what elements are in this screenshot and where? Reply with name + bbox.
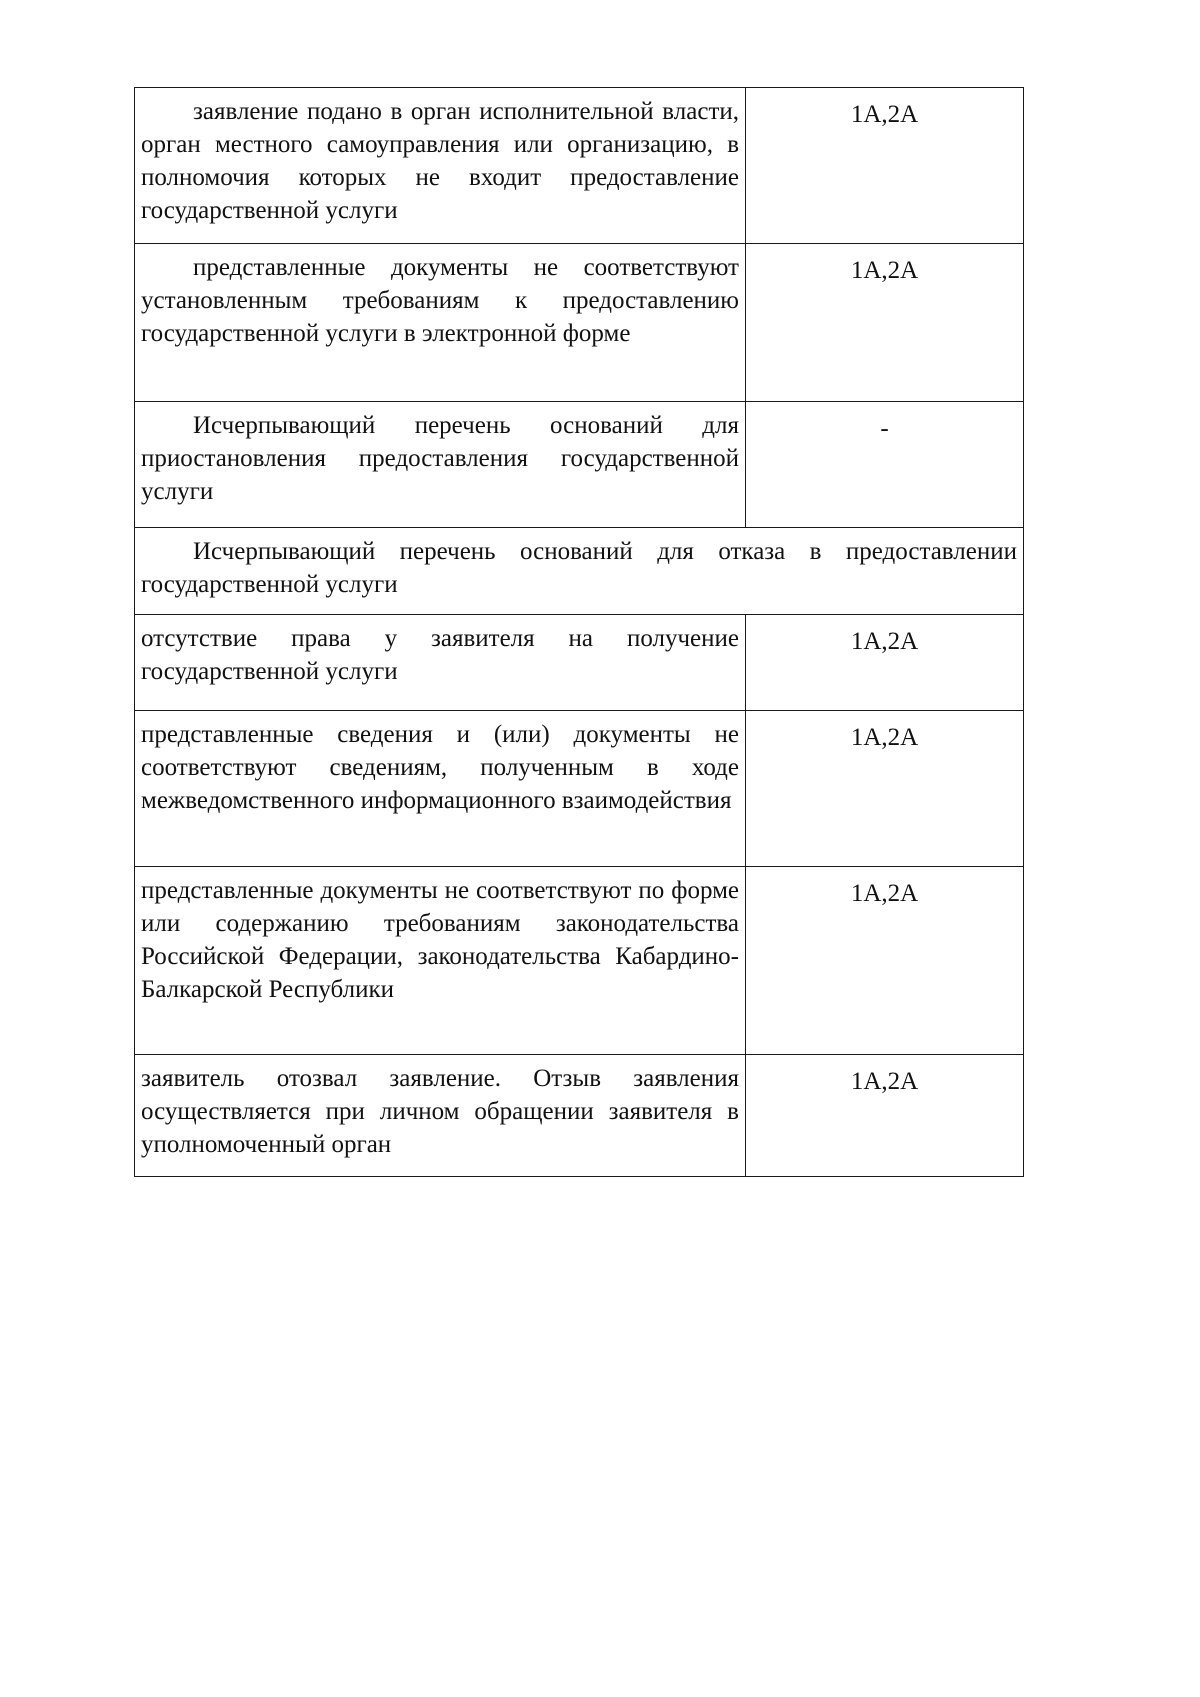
ground-code-cell: 1А,2А <box>746 615 1024 711</box>
ground-text-cell: представленные сведения и (или) документы не соответствуют сведениям, полученным в ходе межведомственного информационного взаимодействия <box>135 711 746 867</box>
table-row <box>135 711 1024 867</box>
table-row <box>135 528 1024 615</box>
table-row <box>135 88 1024 244</box>
table-row <box>135 615 1024 711</box>
ground-code-cell: 1А,2А <box>746 711 1024 867</box>
ground-code-cell: - <box>746 402 1024 528</box>
table-row <box>135 867 1024 1055</box>
ground-text-cell: представленные документы не соответствуют по форме или содержанию требованиям законодательства Российской Федерации, законодательства Кабардино-Балкарской Республики <box>135 867 746 1055</box>
table-row <box>135 402 1024 528</box>
grounds-table <box>134 87 1024 1177</box>
ground-code-cell: 1А,2А <box>746 244 1024 402</box>
ground-code-cell: 1А,2А <box>746 88 1024 244</box>
table-row <box>135 244 1024 402</box>
ground-code-cell: 1А,2А <box>746 867 1024 1055</box>
section-heading-cell: Исчерпывающий перечень оснований для отказа в предоставлении государственной услуги <box>135 528 1024 615</box>
table-row <box>135 1055 1024 1177</box>
ground-text-cell: представленные документы не соответствуют установленным требованиям к предоставлению государственной услуги в электронной форме <box>135 244 746 402</box>
ground-text-cell: заявитель отозвал заявление. Отзыв заявления осуществляется при личном обращении заявителя в уполномоченный орган <box>135 1055 746 1177</box>
ground-code-cell: 1А,2А <box>746 1055 1024 1177</box>
section-heading-cell: Исчерпывающий перечень оснований для приостановления предоставления государственной услуги <box>135 402 746 528</box>
ground-text-cell: отсутствие права у заявителя на получение государственной услуги <box>135 615 746 711</box>
ground-text-cell: заявление подано в орган исполнительной власти, орган местного самоуправления или организацию, в полномочия которых не входит предоставление государственной услуги <box>135 88 746 244</box>
